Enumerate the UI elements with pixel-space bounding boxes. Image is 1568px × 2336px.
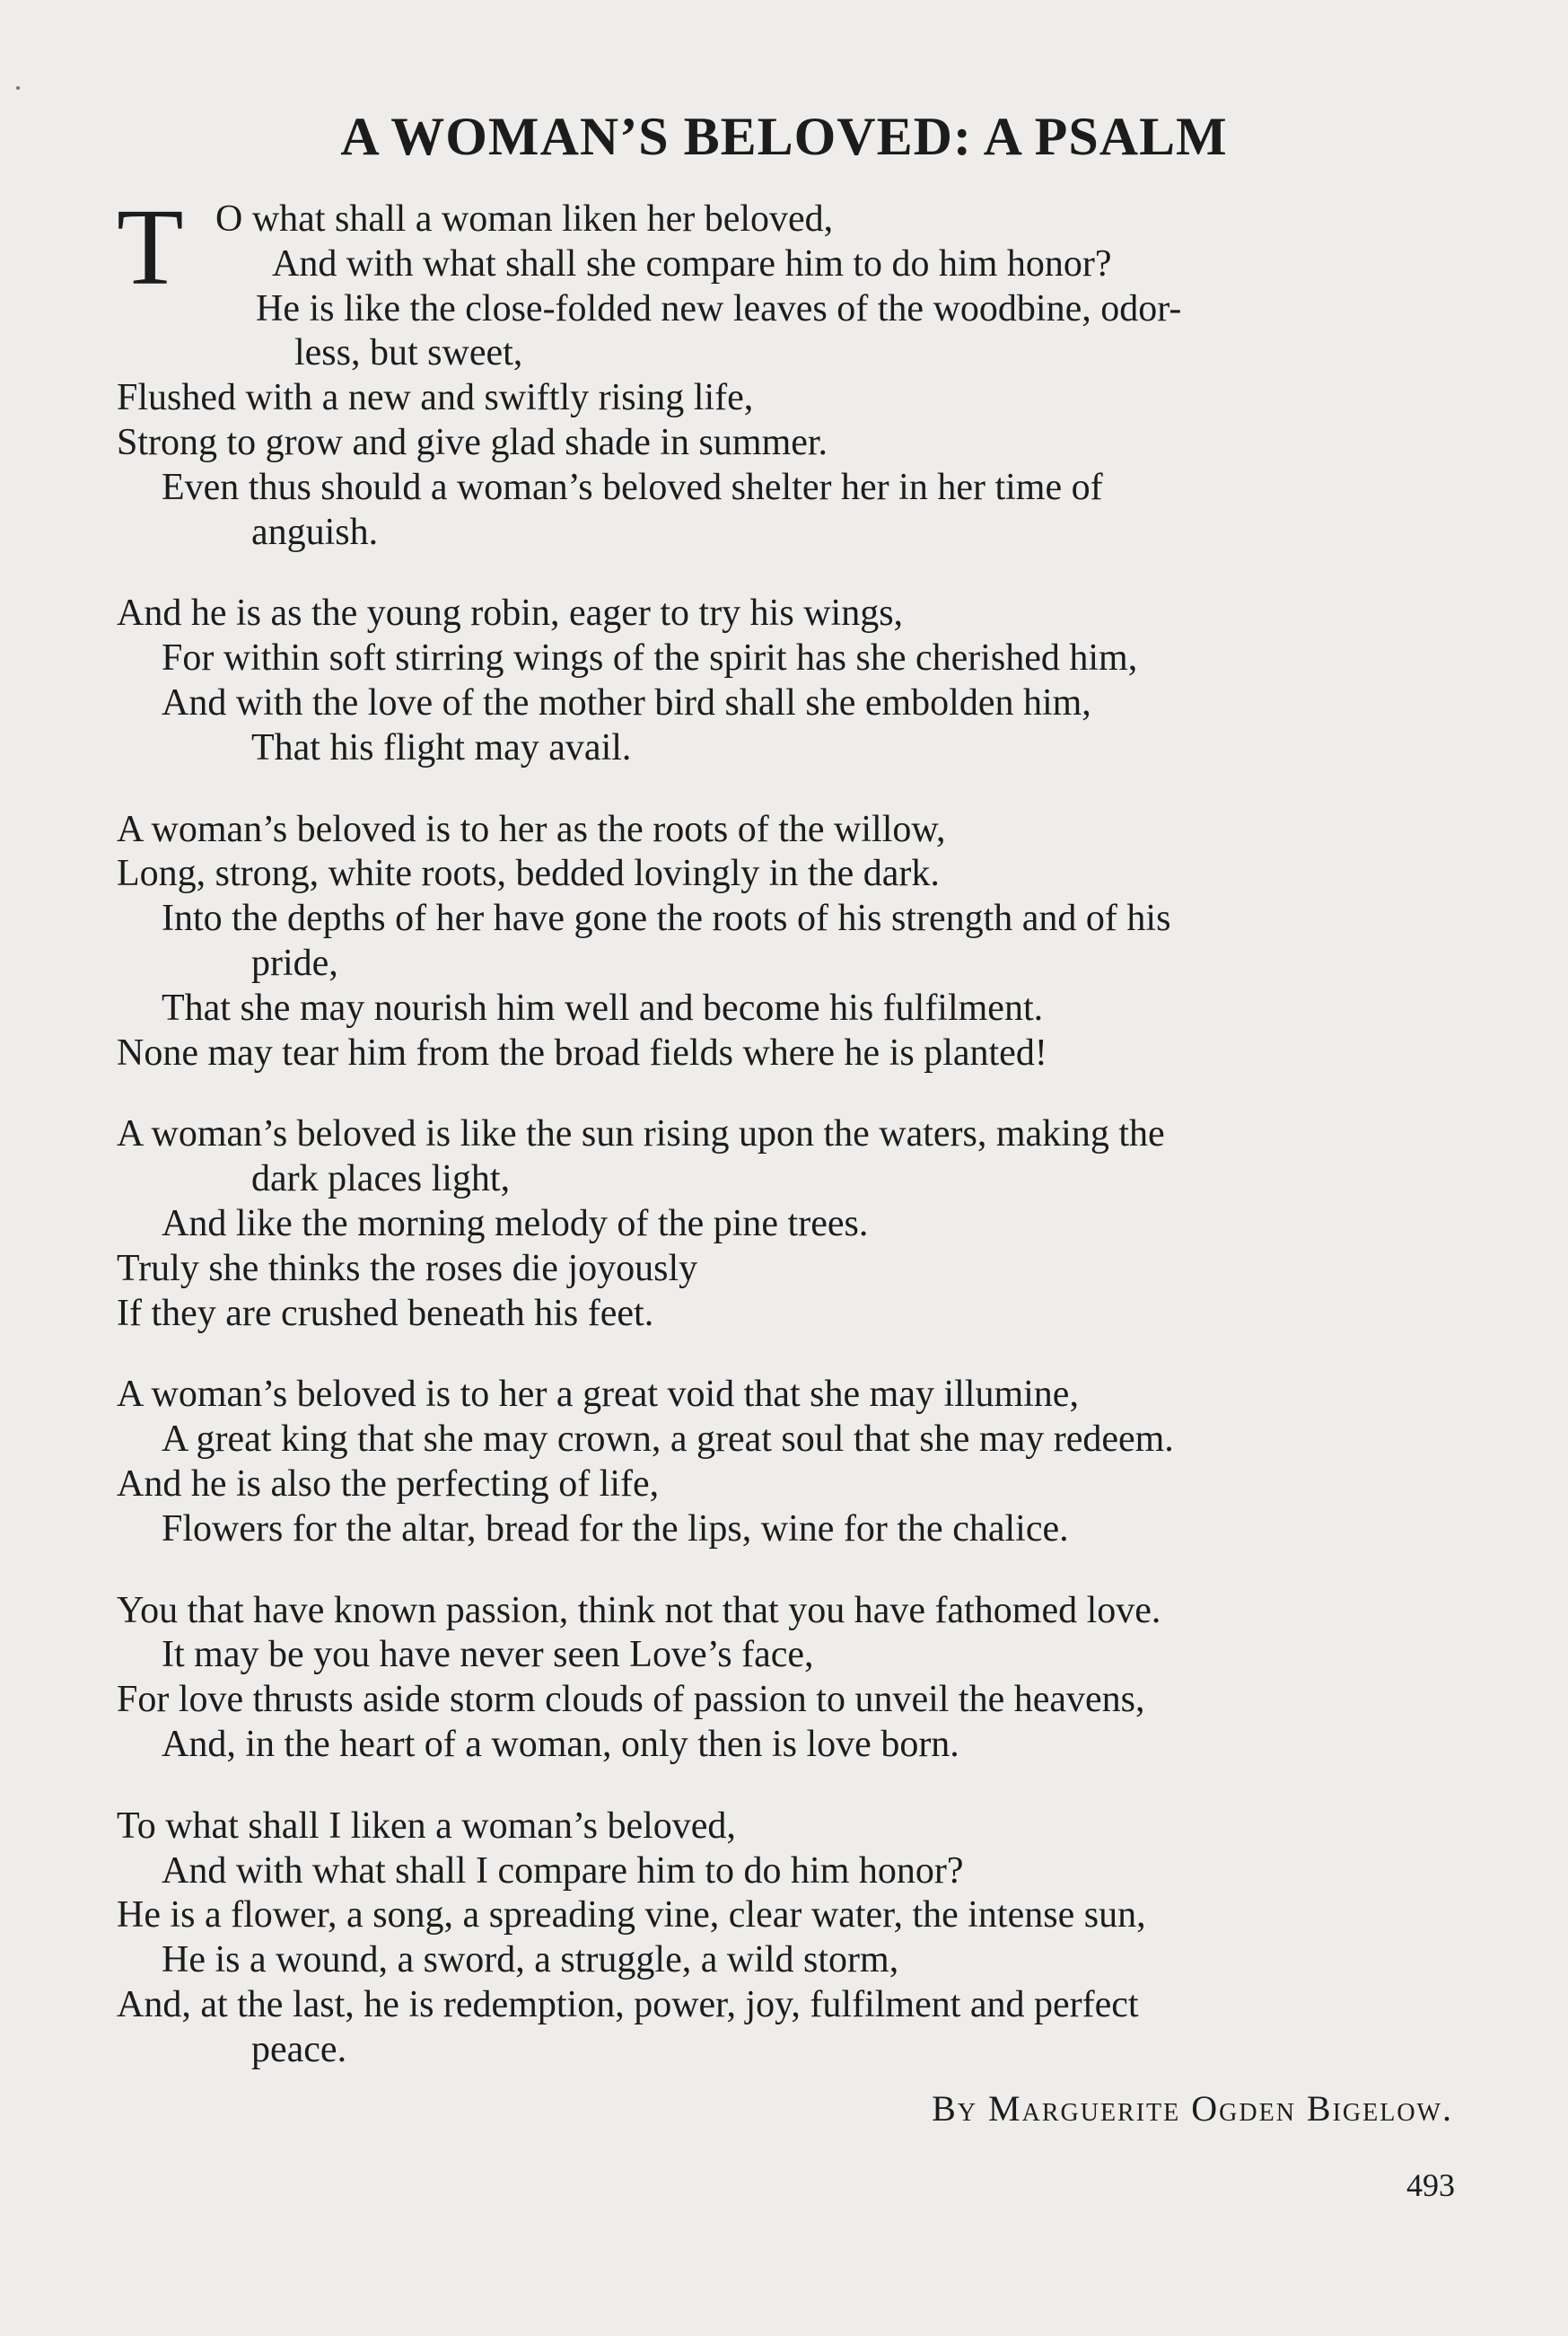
poem-line: Into the depths of her have gone the roots of his strength and of his <box>162 898 1171 940</box>
poem-line: That his flight may avail. <box>251 726 632 768</box>
stanza-5 <box>117 1373 1463 1551</box>
first-word-rest: O <box>215 198 243 240</box>
poem-line <box>117 198 1463 242</box>
poem-line: He is like the close-folded new leaves of the woodbine, odor- <box>256 287 1182 329</box>
poem-title: A WOMAN’S BELOVED: A PSALM <box>340 107 1228 166</box>
poem-line: None may tear him from the broad fields where he is planted! <box>117 1032 1047 1074</box>
poem-line-text: what shall a woman liken her beloved, <box>242 198 834 240</box>
poem-line: And like the morning melody of the pine trees. <box>162 1202 869 1244</box>
poem-line: A woman’s beloved is to her as the roots of the willow, <box>117 808 946 850</box>
poem-body <box>117 187 1463 2109</box>
poem-line: He is a wound, a sword, a struggle, a wild storm, <box>162 1939 899 1981</box>
author-byline: By Marguerite Ogden Bigelow. <box>932 2088 1453 2129</box>
poem-line: And, at the last, he is redemption, power, joy, fulfilment and perfect <box>117 1983 1139 2025</box>
stanza-1 <box>117 187 1463 555</box>
poem-line: Even thus should a woman’s beloved shelter her in her time of <box>162 466 1103 508</box>
poem-line: If they are crushed beneath his feet. <box>117 1292 654 1334</box>
poem-line: Long, strong, white roots, bedded lovingly in the dark. <box>117 853 940 895</box>
stanza-7 <box>117 1805 1463 2073</box>
poem-line: A woman’s beloved is like the sun rising upon the waters, making the <box>117 1113 1165 1155</box>
stanza-3 <box>117 808 1463 1076</box>
poem-line: And he is also the perfecting of life, <box>117 1462 660 1505</box>
poem-line: And, in the heart of a woman, only then is love born. <box>162 1723 959 1765</box>
poem-line: And with what shall I compare him to do him honor? <box>162 1849 964 1892</box>
scan-speck <box>16 86 20 90</box>
poem-line: He is a flower, a song, a spreading vine, clear water, the intense sun, <box>117 1894 1146 1936</box>
stanza-2 <box>117 592 1463 770</box>
poem-line: Strong to grow and give glad shade in summer. <box>117 421 828 463</box>
poem-line: dark places light, <box>251 1158 511 1200</box>
poem-line: A woman’s beloved is to her a great void that she may illumine, <box>117 1374 1079 1416</box>
poem-line: It may be you have never seen Love’s face, <box>162 1634 814 1676</box>
stanza-6 <box>117 1589 1463 1768</box>
page-number: 493 <box>1406 2167 1455 2203</box>
poem-line: pride, <box>251 942 338 984</box>
poem-line: Flowers for the altar, bread for the lips, wine for the chalice. <box>162 1507 1069 1550</box>
poem-line: Flushed with a new and swiftly rising life, <box>117 377 754 419</box>
poem-line: anguish. <box>251 511 379 553</box>
stanza-4 <box>117 1112 1463 1336</box>
poem-line: peace. <box>251 2028 347 2070</box>
poem-line: less, but sweet, <box>294 332 523 374</box>
poem-line: And he is as the young robin, eager to try his wings, <box>117 593 904 635</box>
poem-line: You that have known passion, think not that you have fathomed love. <box>117 1589 1161 1631</box>
poem-line: For love thrusts aside storm clouds of passion to unveil the heavens, <box>117 1679 1145 1721</box>
poem-line: For within soft stirring wings of the spirit has she cherished him, <box>162 637 1138 680</box>
poem-line: Truly she thinks the roses die joyously <box>117 1247 698 1289</box>
poem-line: And with what shall she compare him to do him honor? <box>272 242 1112 285</box>
drop-cap: T <box>117 187 184 308</box>
poem-line: A great king that she may crown, a great soul that she may redeem. <box>162 1418 1174 1461</box>
poem-line: That she may nourish him well and become his fulfilment. <box>162 987 1044 1029</box>
poem-line: And with the love of the mother bird shall she embolden him, <box>162 681 1091 724</box>
poem-line: To what shall I liken a woman’s beloved, <box>117 1805 736 1847</box>
